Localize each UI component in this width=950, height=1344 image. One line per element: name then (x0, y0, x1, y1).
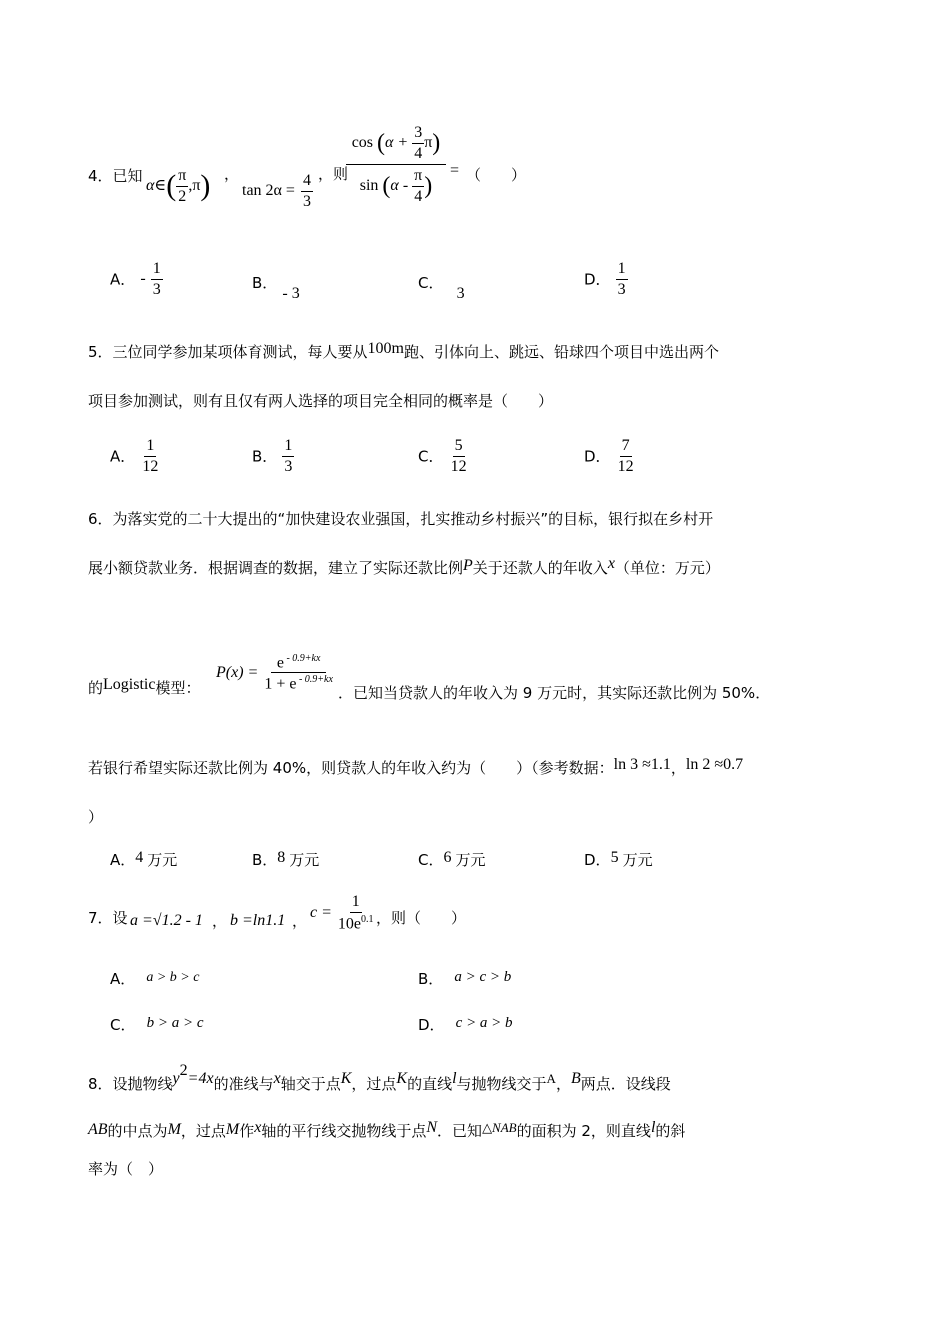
q6-line-1: 6．为落实党的二十大提出的“加快建设农业强国，扎实推动乡村振兴”的目标，银行拟在乡村开 (88, 510, 714, 528)
q4-option-b[interactable]: B． - 3 (252, 274, 300, 302)
q4-tan-eq: tan 2α = $\frac{4}{3}$ (242, 172, 311, 210)
q7-def-b: b =ln1.1 (230, 912, 286, 929)
q6-line-5: ） (88, 808, 104, 826)
q8-line-3: 率为（ ） (88, 1160, 164, 1178)
q4-blank: （ ） (466, 166, 527, 184)
q7-def-a: a =√1.2 - 1 (130, 912, 203, 929)
q6-line-4: 若银行希望实际还款比例为 40%，则贷款人的年收入约为（ ）（参考数据：ln 3 ≈1.1，ln 2 ≈0.7 (88, 756, 744, 777)
q4-number: 4．已知 (88, 167, 143, 185)
q7-number: 7．设 (88, 909, 128, 927)
q6-line-2: 展小额贷款业务．根据调查的数据，建立了实际还款比例P关于还款人的年收入x（单位：万元） (88, 555, 720, 577)
q6-option-d[interactable]: D．5 万元 (584, 849, 653, 869)
q7-def-c: c = $\frac{1}{10e^{0.1}}$ (310, 893, 374, 932)
q4-alpha-domain: α∈( $\frac{\pi}{2}$ ,π) (146, 167, 211, 205)
q5-option-b[interactable]: B． $\frac{1}{3}$ (252, 437, 293, 475)
q4-option-a[interactable]: A． - $\frac{1}{3}$ (110, 260, 161, 298)
q6-line-3: 的Logistic模型： (88, 676, 201, 697)
q7-sep-2: ， (292, 912, 308, 930)
q4-ze: ，则 (318, 165, 349, 183)
q4-equals: = (450, 162, 460, 179)
q7-sep-1: ， (212, 912, 228, 930)
q5-option-a[interactable]: A． $\frac{1}{12}$ (110, 437, 159, 475)
q5-option-d[interactable]: D． $\frac{7}{12}$ (584, 437, 634, 475)
q7-option-c[interactable]: C． b > a > c (110, 1015, 204, 1034)
q8-line-2: AB的中点为M，过点M作x轴的平行线交抛物线于点N．已知△NAB的面积为 2，则直线l的斜 (88, 1119, 686, 1140)
q4-ratio-denominator: sin (α - $\frac{\pi}{4}$ ) (359, 167, 433, 205)
q7-option-b[interactable]: B． a > c > b (418, 969, 512, 988)
q7-option-d[interactable]: D． c > a > b (418, 1015, 513, 1034)
q4-ratio-fraction (346, 124, 446, 205)
q4-sep: ， (224, 165, 240, 183)
q7-option-a[interactable]: A． a > b > c (110, 970, 200, 988)
q6-option-b[interactable]: B．8 万元 (252, 849, 320, 869)
q4-ratio-numerator: cos (α + $\frac{3}{4}$ π) (346, 124, 446, 165)
q6-line-3-condition: ．已知当贷款人的年收入为 9 万元时，其实际还款比例为 50%． (338, 684, 771, 702)
q4-option-d[interactable]: D． $\frac{1}{3}$ (584, 260, 626, 298)
q5-line-1: 5．三位同学参加某项体育测试，每人要从100m跑、引体向上、跳远、铅球四个项目中选出两个 (88, 340, 720, 361)
q7-ze: ，则（ ） (376, 909, 467, 927)
q6-option-a[interactable]: A．4 万元 (110, 849, 178, 869)
q6-option-c[interactable]: C．6 万元 (418, 849, 486, 869)
q5-option-c[interactable]: C． $\frac{5}{12}$ (418, 437, 467, 475)
q5-line-2: 项目参加测试，则有且仅有两人选择的项目完全相同的概率是（ ） (88, 392, 554, 410)
q6-logistic-formula: P(x) = $\frac{e ^{- 0.9+kx}}{1 + e ^{- 0.9+kx}}$ (216, 653, 333, 693)
q8-line-1: 8．设抛物线$y^2=4x$的准线与x轴交于点K，过点K的直线l与抛物线交于A，B两点．设线段 (88, 1062, 671, 1093)
q4-option-c[interactable]: C． 3 (418, 274, 465, 302)
